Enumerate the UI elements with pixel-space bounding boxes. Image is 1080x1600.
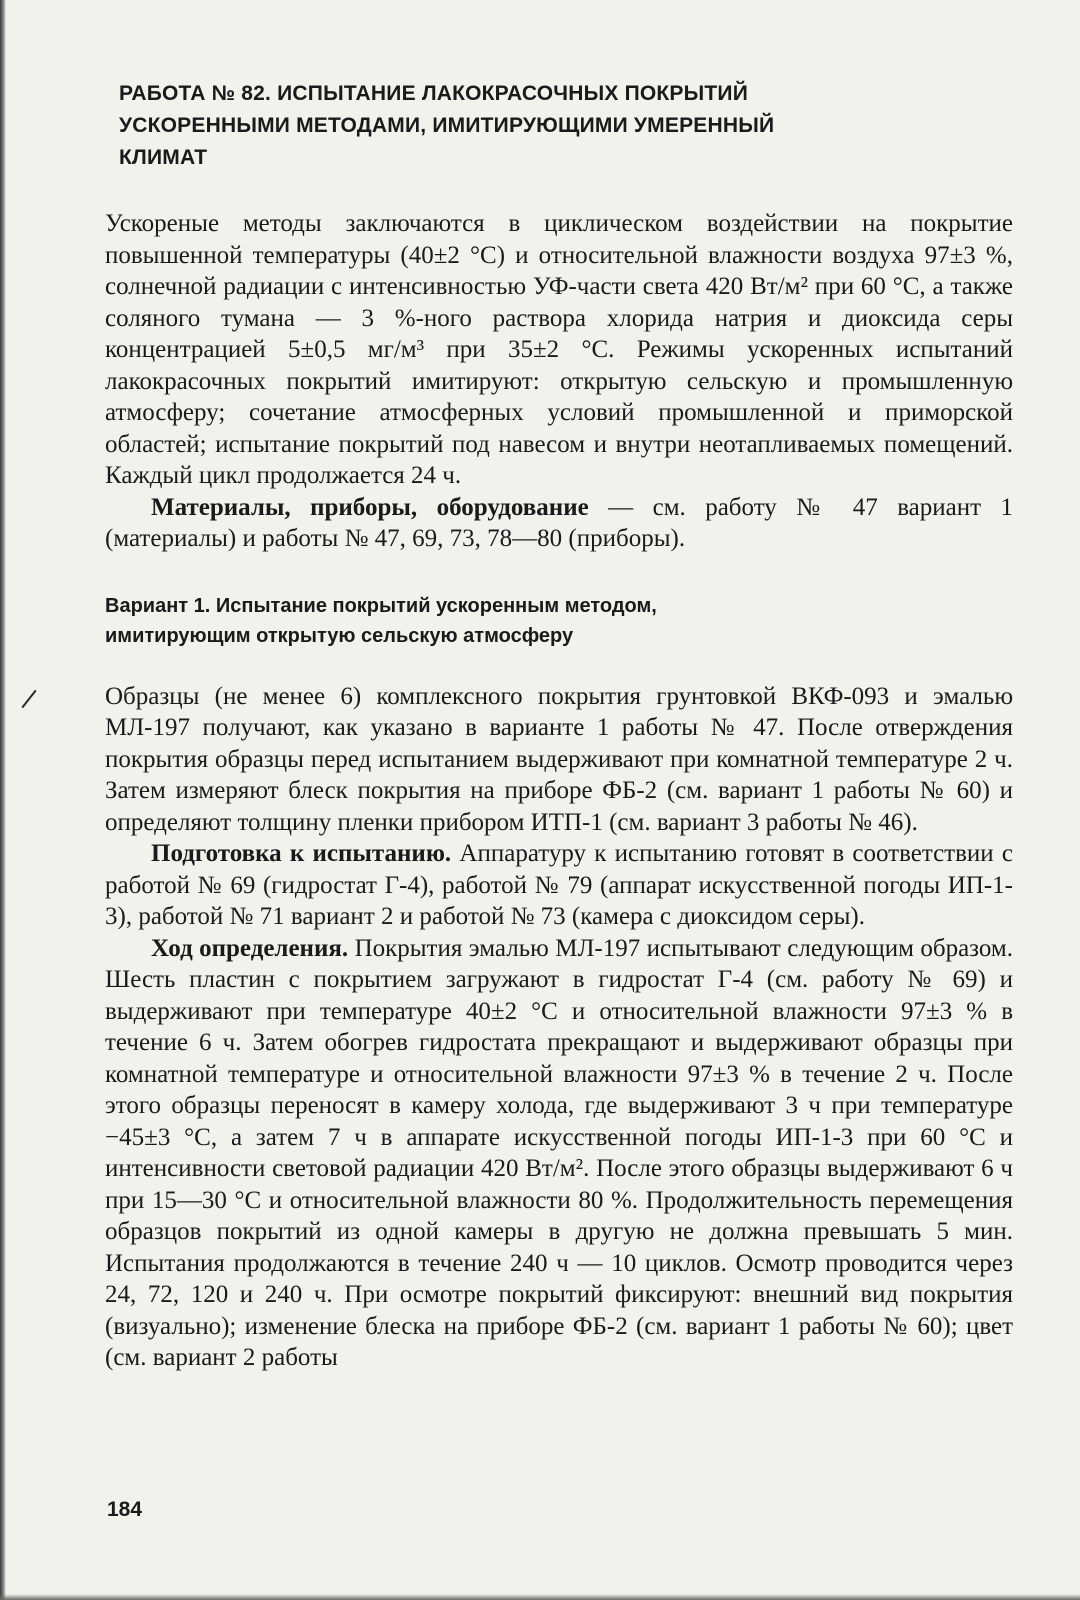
page-number: 184: [107, 1498, 143, 1521]
samples-paragraph: Образцы (не менее 6) комплексного покрытия грунтовкой ВКФ-093 и эмалью МЛ-197 получают, как указано в варианте 1 работы № 47. После отверждения покрытия образцы перед испытанием выдерживают при комнатной температуре 2 ч. Затем измеряют блеск покрытия на приборе ФБ-2 (см. вариант 1 работы № 60) и определяют толщину пленки прибором ИТП-1 (см. вариант 3 работы № 46).: [105, 682, 1013, 836]
preparation-lead: Подготовка к испытанию.: [151, 840, 452, 867]
procedure-paragraph: [105, 933, 1013, 1374]
work-heading-line-1: РАБОТА № 82. ИСПЫТАНИЕ ЛАКОКРАСОЧНЫХ ПОКРЫТИЙ: [119, 82, 749, 105]
variant-heading-line-1: Вариант 1. Испытание покрытий ускоренным методом,: [105, 594, 657, 617]
variant-heading: [105, 591, 1013, 651]
preparation-paragraph: [105, 838, 1013, 933]
work-heading-line-3: КЛИМАТ: [119, 146, 208, 169]
materials-text: — см. работу № 47 вариант 1 (материалы) и работы № 47, 69, 73, 78—80 (приборы).: [105, 493, 1013, 552]
materials-lead: Материалы, приборы, оборудование: [151, 493, 589, 521]
work-heading-line-2: УСКОРЕННЫМИ МЕТОДАМИ, ИМИТИРУЮЩИМИ УМЕРЕННЫЙ: [119, 114, 775, 137]
procedure-lead: Ход определения.: [151, 934, 349, 962]
intro-paragraph: Ускореные методы заключаются в циклическом воздействии на покрытие повышенной температуры (40±2 °С) и относительной влажности воздуха 97±3 %, солнечной радиации с интенсивностью УФ-части света 420 Вт/м² при 60 °С, а также соляного тумана — 3 %-ного раствора хлорида натрия и диоксида серы концентрацией 5±0,5 мг/м³ при 35±2 °С. Режимы ускоренных испытаний лакокрасочных покрытий имитируют: открытую сельскую и промышленную атмосферу; сочетание атмосферных условий промышленной и приморской областей; испытание покрытий под навесом и внутри неотапливаемых помещений. Каждый цикл продолжается 24 ч.: [105, 210, 1013, 489]
work-heading: [119, 78, 1013, 174]
preparation-text: Аппаратуру к испытанию готовят в соответствии с работой № 69 (гидростат Г-4), работой № 79 (аппарат искусственной погоды ИП-1-3), работой № 71 вариант 2 и работой № 73 (камера с диоксидом серы).: [105, 840, 1013, 930]
variant-heading-line-2: имитирующим открытую сельскую атмосферу: [105, 624, 574, 647]
binding-edge: [0, 0, 6, 1600]
page-bottom-edge: [0, 1594, 1080, 1600]
materials-paragraph: [105, 492, 1013, 555]
margin-pencil-mark: [21, 690, 36, 709]
procedure-text: Покрытия эмалью МЛ-197 испытывают следующим образом. Шесть пластин с покрытием загружают в гидростат Г-4 (см. работу № 69) и выдерживают при температуре 40±2 °С и относительной влажности 97±3 % в течение 6 ч. Затем обогрев гидростата прекращают и выдерживают образцы при комнатной температуре и относительной влажности 97±3 % в течение 2 ч. После этого образцы переносят в камеру холода, где выдерживают 3 ч при температуре −45±3 °С, а затем 7 ч в аппарате искусственной погоды ИП-1-3 при 60 °С и интенсивности световой радиации 420 Вт/м². После этого образцы выдерживают 6 ч при 15—30 °С и относительной влажности 80 %. Продолжительность перемещения образцов покрытий из одной камеры в другую не должна превышать 5 мин. Испытания продолжаются в течение 240 ч — 10 циклов. Осмотр проводится через 24, 72, 120 и 240 ч. При осмотре покрытий фиксируют: внешний вид покрытия (визуально); изменение блеска на приборе ФБ-2 (см. вариант 1 работы № 60); цвет (см. вариант 2 работы: [105, 934, 1013, 1371]
page-content: [105, 78, 1013, 1374]
